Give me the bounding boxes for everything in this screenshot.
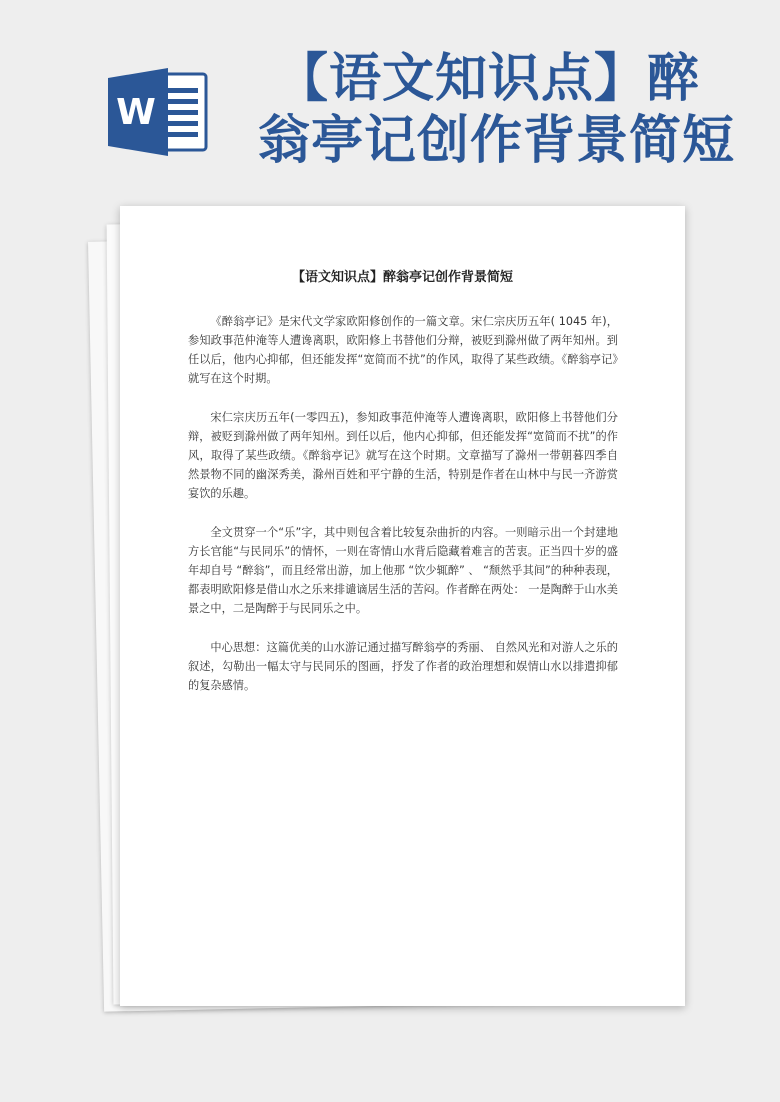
word-icon-letter: W (116, 92, 156, 133)
document-body (188, 312, 618, 715)
banner-title-line-2: 翁亭记创作背景简短 (258, 110, 736, 171)
paragraph-1: 《醉翁亭记》是宋代文学家欧阳修创作的一篇文章。宋仁宗庆历五年( 1045 年)，参知政事范仲淹等人遭谗离职，欧阳修上书替他们分辩，被贬到滁州做了两年知州。到任以后，他内心抑郁，但还能发挥“宽简而不扰”的作风，取得了某些政绩。《醉翁亭记》就写在这个时期。 (188, 315, 618, 385)
document-title: 【语文知识点】醉翁亭记创作背景简短 (291, 270, 513, 285)
word-document-icon (108, 68, 212, 156)
banner-title-line-1: 【语文知识点】醉 (276, 48, 701, 109)
paragraph-2: 宋仁宗庆历五年(一零四五)，参知政事范仲淹等人遭谗离职，欧阳修上书替他们分辩，被贬到滁州做了两年知州。到任以后，他内心抑郁，但还能发挥“宽简而不扰”的作风，取得了某些政绩。《醉翁亭记》就写在这个时期。文章描写了滁州一带朝暮四季自然景物不同的幽深秀美，滁州百姓和平宁静的生活，特别是作者在山林中与民一齐游赏宴饮的乐趣。 (188, 411, 618, 500)
banner-title (258, 48, 758, 172)
document-page (120, 206, 685, 1006)
paragraph-4: 中心思想：这篇优美的山水游记通过描写醉翁亭的秀丽、 自然风光和对游人之乐的叙述，勾勒出一幅太守与民同乐的图画，抒发了作者的政治理想和娱情山水以排遣抑郁的复杂感情。 (188, 641, 618, 692)
paragraph-3: 全文贯穿一个“乐”字，其中则包含着比较复杂曲折的内容。一则暗示出一个封建地方长官能“与民同乐”的情怀，一则在寄情山水背后隐藏着难言的苦衷。正当四十岁的盛年却自号 “醉翁”，而且经常出游，加上他那 “饮少辄醉” 、 “颓然乎其间”的种种表现，都表明欧阳修是借山水之乐来排谴谪居生活的苦闷。作者醉在两处： 一是陶醉于山水美景之中，二是陶醉于与民同乐之中。 (188, 526, 618, 615)
